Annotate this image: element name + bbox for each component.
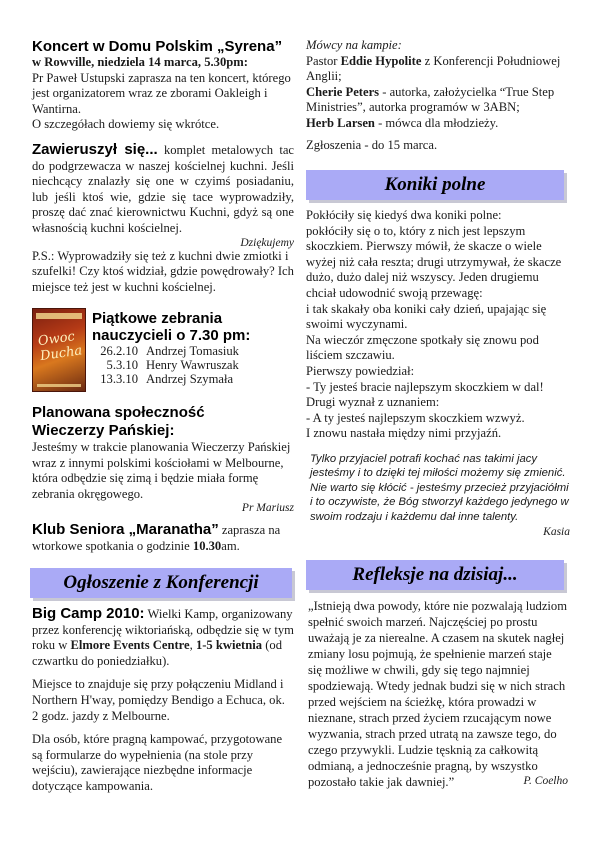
- speaker-3-name: Herb Larsen: [306, 115, 375, 130]
- refleksje-section: [308, 598, 568, 787]
- koncert-title: Koncert w Domu Polskim „Syrena”: [32, 38, 283, 55]
- bigcamp-dates: 1-5 kwietnia: [195, 638, 263, 653]
- speaker-2-post: - autorka, założycielka “True Step Ministries”, autorka programów w 3ABN;: [306, 84, 555, 115]
- klub-section: [32, 522, 294, 554]
- klub-suffix: am.: [221, 538, 240, 553]
- zawieruszyl-text: komplet metalowych tac do podgrzewacza w naszej kościelnej kuchni. Jeśli niechcący znalazły się one w czyimś posiadaniu, lub jeśli ktoś wie, gdzie się tace wyprowadziły, proszę dać znać kierownictwu Kuchni, gdyż są one własnością kuchni kościelnej.: [32, 143, 294, 235]
- piatkowe-section: [32, 308, 294, 392]
- bigcamp-venue: Elmore Events Centre: [70, 638, 190, 653]
- planowana-title1: Planowana społeczność: [32, 404, 205, 421]
- speaker-3: [306, 116, 570, 132]
- speaker-1-post: z Konferencji Południowej Anglii;: [306, 53, 561, 84]
- koncert-date: w Rowville, niedziela 14 marca, 5.30pm:: [32, 55, 248, 69]
- bigcamp-comma: ,: [189, 638, 196, 653]
- planowana-section: [32, 404, 294, 514]
- schedule-name: Andrzej Szymała: [146, 372, 234, 386]
- bigcamp-text1: Wielki Kamp, organizowany przez konferencję wiktoriańską, odbędzie się w tym roku w: [32, 607, 294, 653]
- koncert-section: [32, 38, 294, 133]
- klub-text-block: [32, 522, 294, 554]
- refleksje-sig: P. Coelho: [523, 775, 568, 787]
- speakers-deadline: Zgłoszenia - do 15 marca.: [306, 137, 438, 152]
- koniki-line: Na wieczór zmęczone spotkały się znowu pod liściem szczawiu.: [306, 332, 539, 363]
- koniki-line: pokłóciły się o to, który z nich jest lepszym skoczkiem. Pierwszy mówił, że skacze o wiele wyżej niż cała reszta; drugi utrzymywał, że skacze dużo, dużo dalej niż wszyscy. Jeden drugiemu chciał udowodnić swoją przewagę:: [306, 223, 562, 300]
- koniki-section: [306, 208, 570, 538]
- schedule-list: [92, 344, 294, 386]
- koniki-line: - Ty jesteś bracie najlepszym skoczkiem w dal!: [306, 379, 544, 394]
- owoc-ducha-book-image: [32, 308, 86, 392]
- zawieruszyl-thanks: Dziękujemy: [240, 236, 294, 249]
- zawieruszyl-text-block: [32, 142, 294, 237]
- speakers-section: [306, 38, 570, 153]
- koniki-banner: Koniki polne: [306, 170, 564, 200]
- zawieruszyl-title: Zawieruszył się...: [32, 141, 158, 158]
- zawieruszyl-section: [32, 142, 294, 295]
- bigcamp-para3: Dla osób, które pragną kampować, przygotowane są formularze do wypełnienia (na stole przy wejściu), zawierające niezbędne informacje dotyczące kampowania.: [32, 732, 283, 793]
- speaker-1-name: Eddie Hypolite: [340, 53, 422, 68]
- bigcamp-title: Big Camp 2010:: [32, 605, 145, 622]
- klub-text: zaprasza na wtorkowe spotkania o godzinie: [32, 523, 281, 553]
- bigcamp-text2: (od czwartku do poniedziałku).: [32, 638, 282, 668]
- planowana-text: Jesteśmy w trakcie planowania Wieczerzy Pańskiej wraz z innymi polskimi kościołami w Melbourne, która odbędzie się zimą i będzie miała formę zebrania okręgowego.: [32, 440, 291, 501]
- refleksje-text: „Istnieją dwa powody, które nie pozwalają ludziom spełnić swoich marzeń. Najczęściej po prostu uważają je za nierealne. A czasem na skutek nagłej zmiany losu pojmują, że spełnienie marzeń staje się możliwe w chwili, gdy się tego najmniej spodziewają. Wtedy jednak budzi się w nich strach przed wejściem na ścieżkę, która prowadzi w nieznane, strach przed życiem rzucającym nowe wyzwania, strach przed utratą na zawsze tego, do czego przywykli. Ludzie tęsknią za całkowitą odmianą, a jednocześnie pragną, by wszystko pozostało takie jak dawniej.”: [308, 599, 568, 789]
- bigcamp-text-block: [32, 606, 294, 669]
- schedule-date: 26.2.10: [100, 344, 138, 358]
- speaker-2-name: Cherie Peters: [306, 84, 380, 99]
- schedule-name: Henry Wawruszak: [146, 358, 239, 372]
- koniki-line: I znowu nastała między nimi przyjaźń.: [306, 426, 502, 441]
- koniki-moral: Tylko przyjaciel potrafi kochać nas takimi jacy jesteśmy i to dzięki tej miłości możemy się zmienić. Nie warto się kłócić - jesteśmy przecież przyjaciółmi i to oczywiste, że Bóg stworzył każdego jedynego w swoim rodzaju i każdemu dał inne talenty.: [310, 452, 569, 523]
- refleksje-banner: Refleksje na dzisiaj...: [306, 560, 564, 590]
- piatkowe-title1: Piątkowe zebrania: [92, 310, 223, 327]
- koniki-line: Pokłóciły się kiedyś dwa koniki polne:: [306, 208, 502, 222]
- schedule-row: [92, 372, 294, 386]
- schedule-date: 13.3.10: [100, 372, 138, 386]
- speaker-1: [306, 54, 570, 85]
- speakers-intro: Mówcy na kampie:: [306, 38, 402, 52]
- bigcamp-para2: Miejsce to znajduje się przy połączeniu Midland i Northern H'way, pomiędzy Bendigo a Echuca, ok. 2 godz. jazdy z Melbourne.: [32, 677, 285, 723]
- klub-title: Klub Seniora „Maranatha”: [32, 521, 219, 538]
- bigcamp-section: [32, 606, 294, 795]
- schedule-date: 5.3.10: [106, 358, 138, 372]
- schedule-row: [92, 344, 294, 358]
- speaker-3-post: - mówca dla młodzieży.: [374, 115, 499, 130]
- klub-time: 10.30: [192, 538, 222, 553]
- koncert-text: Pr Paweł Ustupski zaprasza na ten koncert, którego jest organizatorem wraz ze zborami Oakleigh i Wantirna.: [32, 70, 291, 116]
- koniki-line: - A ty jesteś najlepszym skoczkiem wzwyż.: [306, 410, 525, 425]
- koniki-line: i tak skakały oba koniki cały dzień, upajając się swoimi wyczynami.: [306, 301, 547, 332]
- speaker-2: [306, 85, 570, 116]
- koniki-sig: Kasia: [543, 525, 570, 538]
- schedule-name: Andrzej Tomasiuk: [146, 344, 239, 358]
- konferencja-banner: Ogłoszenie z Konferencji: [30, 568, 292, 598]
- piatkowe-title2: nauczycieli o 7.30 pm:: [92, 327, 251, 344]
- zawieruszyl-ps: P.S.: Wyprowadziły się też z kuchni dwie zmiotki i szufelki! Czy ktoś widział, gdzie powędrowały? Ich miejsce też jest w kuchni kościelnej.: [32, 248, 294, 294]
- book-cover-title: Owoc Ducha: [37, 329, 84, 365]
- koniki-line: Pierwszy powiedział:: [306, 363, 415, 378]
- planowana-sig: Pr Mariusz: [241, 502, 294, 515]
- koniki-line: Drugi wyznał z uznaniem:: [306, 395, 440, 410]
- schedule-row: [92, 358, 294, 372]
- speaker-1-pre: Pastor: [306, 53, 341, 68]
- planowana-title2: Wieczerzy Pańskiej:: [32, 422, 175, 439]
- koncert-text2: O szczegółach dowiemy się wkrótce.: [32, 117, 220, 132]
